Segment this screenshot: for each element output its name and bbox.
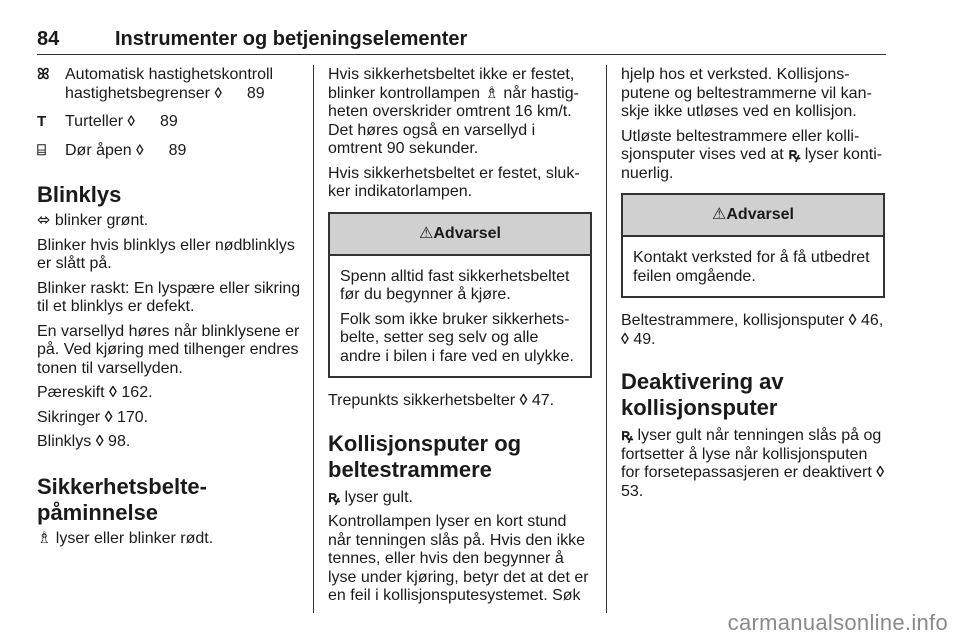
paragraph: Blinklys ◊ 98. bbox=[37, 433, 131, 450]
warning-header: ⚠Advarsel bbox=[330, 214, 590, 256]
paragraph: Hvis sikkerhetsbeltet er festet, slukker indikatorlampen. bbox=[328, 164, 580, 200]
column-divider-1 bbox=[313, 65, 314, 613]
airbag-icon: ꝶ bbox=[788, 146, 801, 163]
warning-box bbox=[328, 212, 592, 379]
paragraph: Pæreskift ◊ 162. bbox=[37, 384, 153, 401]
section-heading-kollisjon: Kollisjonsputer og beltestrammere bbox=[328, 430, 522, 482]
tachometer-icon: T bbox=[37, 113, 47, 130]
page-header bbox=[37, 24, 886, 55]
paragraph: ꝶ lyser gult når tenningen slås på og fortsetter å lyse når kollisjonsputen for forsetepassasjeren er deaktivert ◊ 53. bbox=[621, 427, 885, 500]
column-divider-2 bbox=[606, 65, 607, 613]
page-ref-icon: ◊ bbox=[214, 84, 222, 102]
paragraph: hjelp hos et verksted. Kollisjonsputene og beltestrammerne vil kanskje ikke utløses ved en kollisjon. bbox=[621, 66, 872, 120]
paragraph: Blinker raskt: En lyspære eller sikring til et blinklys er defekt. bbox=[37, 279, 301, 315]
page-title: Instrumenter og betjeningselementer bbox=[115, 28, 468, 50]
page-ref[interactable]: 89 bbox=[168, 141, 187, 159]
page-ref[interactable]: 46, bbox=[861, 312, 884, 329]
warning-box bbox=[621, 193, 885, 298]
seatbelt-icon: ♗ bbox=[484, 84, 499, 102]
paragraph: ⬄ blinker grønt. bbox=[37, 212, 149, 229]
page-ref[interactable]: 162. bbox=[121, 384, 153, 401]
paragraph: Kontakt verksted for å få utbedret feilen omgående. bbox=[633, 249, 870, 285]
page-ref-icon: ◊ bbox=[95, 433, 104, 450]
warning-icon: ⚠ bbox=[712, 206, 727, 223]
section-heading-blinklys: Blinklys bbox=[37, 182, 122, 207]
paragraph: ♗ lyser eller blinker rødt. bbox=[37, 529, 214, 547]
list-item bbox=[37, 142, 301, 161]
paragraph: Beltestrammere, kollisjonsputer ◊ 46, ◊ 49. bbox=[621, 312, 884, 348]
warning-icon: ⚠ bbox=[419, 224, 434, 242]
column-2 bbox=[328, 66, 592, 612]
page-ref-icon: ◊ bbox=[848, 312, 857, 329]
paragraph: Sikringer ◊ 170. bbox=[37, 408, 149, 426]
page-ref[interactable]: 49. bbox=[633, 330, 656, 348]
paragraph: Hvis sikkerhetsbeltet ikke er festet, blinker kontrollampen ♗ når hastigheten overskrider omtrent 16 km/t. Det høres også en varsellyd i omtrent 90 sekunder. bbox=[328, 66, 579, 157]
page-ref-icon: ◊ bbox=[127, 113, 135, 130]
list-item-text: Dør åpen bbox=[65, 141, 132, 159]
list-item bbox=[37, 66, 301, 103]
page-ref-icon: ◊ bbox=[104, 408, 113, 426]
paragraph: Kontrollampen lyser en kort stund når tenningen slås på. Hvis den ikke tennes, eller hvis den begynner å lyse under kjøring, betyr det at det er en feil i kollisjonsputesystemet. Søk bbox=[328, 513, 589, 604]
paragraph: ꝶ lyser gult. bbox=[328, 488, 413, 506]
turn-signal-icon: ⬄ bbox=[37, 212, 51, 229]
page-ref-icon: ◊ bbox=[621, 330, 629, 348]
page-ref[interactable]: 89 bbox=[246, 84, 265, 102]
page-ref[interactable]: 53. bbox=[621, 482, 644, 500]
warning-body bbox=[623, 237, 883, 296]
warning-header: ⚠Advarsel bbox=[623, 195, 883, 237]
page-ref[interactable]: 98. bbox=[108, 433, 131, 450]
cruise-control-icon: ꕤ bbox=[37, 66, 50, 83]
page-ref-icon: ◊ bbox=[519, 392, 528, 409]
paragraph: Blinker hvis blinklys eller nødblinklys er slått på. bbox=[37, 236, 295, 272]
section-heading-sikkerhet: Sikkerhetsbelte- påminnelse bbox=[37, 473, 207, 525]
list-item-text: hastighetsbegrenser bbox=[65, 84, 210, 102]
page-ref[interactable]: 47. bbox=[531, 392, 555, 409]
list-item-text: Turteller bbox=[65, 113, 124, 130]
paragraph: Trepunkts sikkerhetsbelter ◊ 47. bbox=[328, 392, 555, 409]
paragraph: Utløste beltestrammere eller kollisjonsputer vises ved at ꝶ lyser kontinuerlig. bbox=[621, 127, 883, 182]
list-item-text: Automatisk hastighetskontroll bbox=[65, 66, 274, 83]
warning-body bbox=[330, 256, 590, 377]
column-1 bbox=[37, 66, 301, 554]
watermark: carmanualsonline.info bbox=[727, 610, 948, 635]
paragraph: Folk som ikke bruker sikkerhetsbelte, setter seg selv og alle andre i bilen i fare ved en ulykke. bbox=[340, 310, 574, 365]
door-open-icon: ⌸ bbox=[37, 141, 47, 159]
page-number: 84 bbox=[37, 28, 60, 50]
paragraph: En varsellyd høres når blinklysene er på. Ved kjøring med tilhenger endres tonen til varsellyden. bbox=[37, 322, 300, 377]
airbag-icon: ꝶ bbox=[328, 488, 341, 506]
section-heading-deaktivering: Deaktivering av kollisjonsputer bbox=[621, 369, 784, 420]
list-item bbox=[37, 113, 301, 132]
airbag-off-icon: ꝶ bbox=[621, 427, 634, 444]
page-ref[interactable]: 170. bbox=[116, 408, 149, 426]
paragraph: Spenn alltid fast sikkerhetsbeltet før du begynner å kjøre. bbox=[340, 267, 570, 303]
column-3 bbox=[621, 66, 885, 507]
page-ref-icon: ◊ bbox=[876, 464, 885, 481]
page-ref-icon: ◊ bbox=[109, 384, 117, 401]
seatbelt-icon: ♗ bbox=[37, 529, 52, 547]
page-ref[interactable]: 89 bbox=[160, 113, 178, 130]
page-ref-icon: ◊ bbox=[136, 141, 144, 159]
